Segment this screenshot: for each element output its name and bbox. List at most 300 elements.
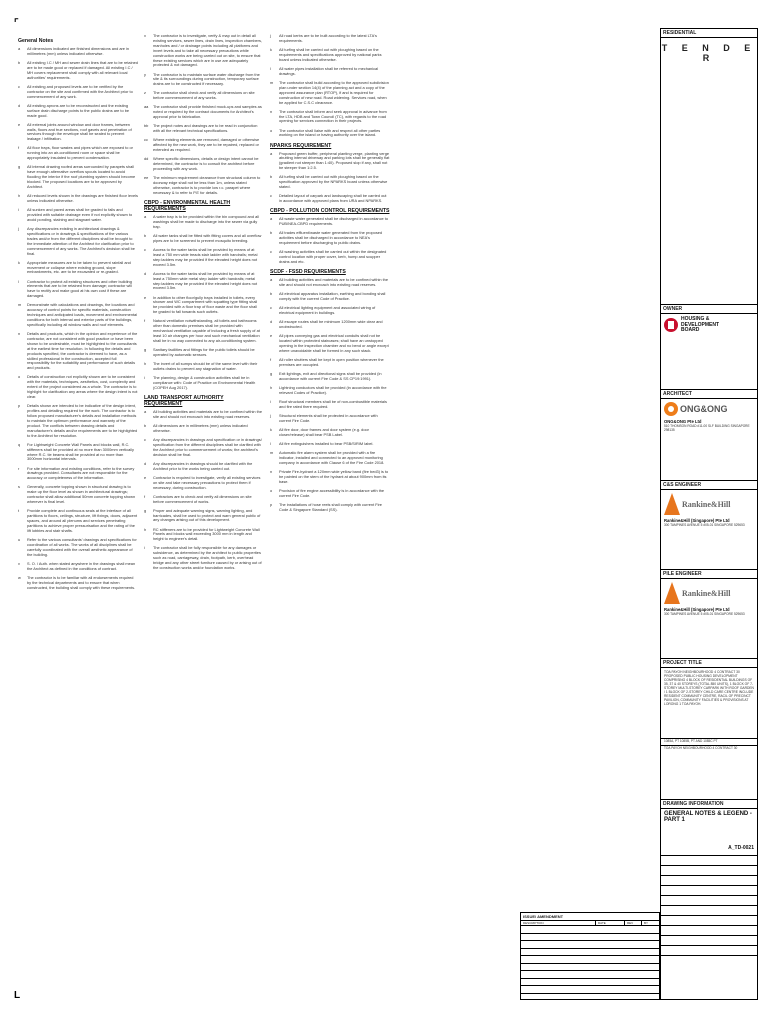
note-letter: h	[18, 193, 21, 199]
general-notes-continued	[144, 34, 262, 196]
note-item	[270, 414, 390, 424]
note-text: RC stiffeners are to be provided for Lightweight Concrete Wall Panels and blocks wall exceeding 3000 mm in length and height to engineer's detail.	[153, 526, 260, 542]
general-notes-list	[18, 47, 138, 591]
drawing-info-box	[661, 800, 757, 998]
note-text: Any discrepancies existing in architectural drawings & specifications or in drawings & specifications of the various trades and/or from the different disciplines shall be brought to the immediate attention of the Architect for clarification prior to commencement of any works. The Architect's decision shall be final.	[27, 225, 135, 256]
note-text: Provide complete and continuous seals at the interface of all partitions to floors, ceilings, structure, lift fixings, doors, adjacent spaces, and around all plenums and services penetrating partitions to achieve proper pressurisation and the rating of the lift lobbies and stair shafts.	[27, 508, 138, 533]
note-letter: b	[144, 422, 147, 428]
note-text: Contractor to protect all existing structures and other building elements that are to be retained from damage; contractor will have to rectify and make good at his own cost if these are damaged.	[27, 278, 132, 299]
note-item	[144, 462, 262, 472]
note-text: All trades effluent/waste water generated from the proposed activities shall be discharged in accordance to NEA's requirement before discharging to public drains.	[279, 230, 383, 246]
note-item	[18, 194, 138, 204]
note-letter: aa	[144, 104, 149, 110]
note-item	[270, 503, 390, 513]
note-text: The contractor shall inform and seek approval in advance from the LTA, HDB and Town Council (TC), with regards to the road opening for services connection in their projects.	[279, 108, 387, 124]
note-text: The contractor is to maintain surface water discharge from the site & its surroundings during construction, temporary surface drains are to be constructed if necessary.	[153, 71, 260, 87]
note-text: The project notes and drawings are to be read in conjunction with all the relevant technical specifications.	[153, 123, 258, 134]
lta-list	[144, 410, 262, 571]
note-text: Contractors are to check and verify all dimensions on site before commencement of works.	[153, 493, 252, 504]
rankine-logo	[661, 579, 757, 607]
note-item	[144, 157, 262, 172]
rankine-logo-text: Rankine&Hill	[682, 499, 731, 509]
info-row	[661, 856, 757, 866]
issue-col-description: DESCRIPTION	[521, 921, 596, 925]
note-text: Appropriate measures are to be taken to prevent rainfall and movement or collapse where existing ground, slope embankments, etc. are to be excavated or re-graded.	[27, 259, 131, 275]
drawing-info-grid	[661, 855, 757, 956]
note-letter: k	[18, 259, 20, 265]
note-text: Details shown are intended to be indicative of the design intent, profiles and detailing required for the work. The contractor is to follow proposed manufacturer's details and installation methods to maintain the optimum performance and warranty of the product. The conflicts between drawing details and manufacturer's details and/or requirements are to be highlighted to the Architect for resolution.	[27, 403, 138, 438]
info-row	[661, 936, 757, 946]
note-item	[144, 105, 262, 120]
note-item	[270, 451, 390, 466]
project-description: TOA PAYOH NEIGHBOURHOOD 4 CONTRACT 30 PROPOSED PUBLIC HOUSING DEVELOPMENT COMPRISING 4 BLOCK OF RESIDENTIAL BUILDINGS OF 35, 37 & 40 STOREYS (TOTAL 850 UNITS), 1 BLOCK OF 7-STOREY MULTI-STOREY CARPARK WITH ROOF GARDEN / 1 BLOCK OF 2-STOREY CHILD CARE CENTRE INCLUDE RESIDENT COMMUNITY CENTRE, RACIL OF PRECINCT PAVILION, COMMUNITY FACILITIES & PROVISIONS AT LORONG 1 TOA PAYOH.	[664, 670, 754, 706]
note-letter: v	[18, 560, 20, 566]
note-letter: a	[144, 213, 147, 219]
note-letter: d	[144, 460, 147, 466]
note-letter: m	[18, 302, 22, 308]
note-text: In addition to other floor/gully traps installed in toilets, every shower and WC compartment with squatting type fitting shall be provided with a floor trap of floor waste and the floor shall be graded to fall towards such outlets.	[153, 294, 258, 315]
note-text: The contractor shall be fully responsible for any damages or subsidence, as determined by the architect to public properties such as road, carriageway, drain, footpath, kerb, overhead bridge and any other street furniture caused by or arising out of the construction works and/or foundation works.	[153, 545, 262, 571]
note-item	[144, 234, 262, 244]
note-letter: g	[144, 347, 147, 353]
note-letter: d	[18, 102, 21, 108]
note-letter: f	[270, 356, 272, 362]
note-item	[270, 81, 390, 106]
note-item	[270, 400, 390, 410]
info-row	[661, 866, 757, 876]
note-text: For site information and existing conditions, refer to the survey drawings provided. Consultants are not responsible for the accuracy or completeness of the information.	[27, 465, 135, 481]
scdf-list	[270, 278, 390, 513]
env-health-list	[144, 215, 262, 391]
note-text: Roof structural members shall be of non-combustible materials and fire rated there required.	[279, 398, 387, 409]
note-letter: q	[18, 441, 21, 447]
note-item	[144, 362, 262, 372]
note-item	[270, 250, 390, 265]
note-text: All fire extinguishers installed to bear PSB/SIRIM label.	[279, 440, 374, 446]
note-letter: a	[18, 46, 21, 51]
residential-box	[661, 29, 757, 305]
note-item	[144, 319, 262, 344]
note-text: Natural ventilation notwithstanding, all toilets and bathrooms other than domestic premises shall be provided with mechanical ventilation capable of inducing a fresh supply of at least 10 air changes per hour and such mechanical ventilation shall be in no way connected to any air-conditioning system.	[153, 318, 260, 343]
note-text: All building activities and materials are to be confined within the site and should not encroach into existing road reserves.	[153, 408, 262, 419]
lta-title: LAND TRANSPORT AUTHORITY REQUIREMENT	[144, 394, 224, 407]
note-item	[270, 470, 390, 485]
note-letter: c	[270, 305, 272, 311]
info-row	[661, 886, 757, 896]
note-text: Private Fire-hydrant a 120mm wide yellow band (fire bed3) is to be painted on the stem of the hydrant at about 900mm from its base.	[279, 468, 389, 484]
info-row	[661, 906, 757, 916]
note-text: Details and products, which in the opinion and experience of the contractor, are not consistent with good practice or have been shown to be undesirable, must be highlighted to the consultants at the earliest time for resolution. In following the details and products specified, the contractor is deemed to have, as a skilled professional in the construction, accepted full responsibility for the suitability and performance of such details and products.	[27, 331, 138, 371]
note-item	[270, 194, 390, 204]
issue-row	[521, 949, 659, 957]
info-row	[661, 926, 757, 936]
info-row	[661, 876, 757, 886]
block-numbers: 1085A, PT 1085B, PT AND 1085C PT	[661, 738, 757, 745]
note-item	[270, 372, 390, 382]
note-item	[18, 261, 138, 276]
note-letter: b	[270, 174, 273, 180]
note-text: All existing aprons are to be reconstructed and the existing surface drain discharge points to the public drains are to be made good.	[27, 102, 130, 118]
owner-label: OWNER	[661, 305, 757, 314]
note-item	[144, 528, 262, 543]
note-item	[18, 375, 138, 400]
note-text: The minimum requirement clearance from structural column to doorway edge shall not be less than 1m, unless stated otherwise, contractor is to provide low r.c. parapet where necessary & to refer to P.E for details.	[153, 175, 261, 195]
tender-stamp: T E N D E R	[661, 43, 757, 63]
note-text: Automatic fire alarm system shall be provided with a fire indicator, installed and connected to an approved monitoring company in accordance with Clause 6 of the Fire Code 2018.	[279, 449, 385, 465]
nparks-list	[270, 152, 390, 205]
env-health-title: CBPD - ENVIRONMENTAL HEALTH REQUIREMENTS	[144, 199, 231, 212]
note-item	[18, 280, 138, 300]
drawing-number: A_TD-0021	[728, 845, 754, 851]
note-item	[270, 334, 390, 354]
note-letter: m	[270, 449, 274, 455]
note-text: All waste water generated shall be discharged in accordance to PUB/NEA-CBPD requirements.	[279, 216, 389, 227]
owner-box	[661, 305, 757, 390]
note-item	[270, 34, 390, 44]
note-letter: g	[144, 507, 147, 513]
note-text: Where existing elements are removed, damaged or otherwise affected by the new work, they are to be repaired, replaced or extended as required.	[153, 137, 260, 153]
rankine-mark-icon	[664, 582, 680, 604]
note-item	[144, 215, 262, 230]
note-letter: j	[270, 33, 271, 38]
note-item	[18, 47, 138, 57]
note-text: All dimensions are in millimetres (mm) unless indicated otherwise.	[153, 422, 248, 433]
note-text: Lightning conductors shall be provided (in accordance with the relevant Codes of Practice).	[279, 384, 387, 395]
note-item	[270, 306, 390, 316]
note-text: All dimensions indicated are finished dimensions and are in millimetres (mm) unless indicated otherwise.	[27, 46, 130, 56]
issue-title: ISSUE/ AMENDMENT	[521, 913, 659, 921]
project-title-box	[661, 659, 757, 800]
note-item	[18, 104, 138, 119]
note-letter: i	[270, 398, 271, 404]
note-letter: r	[18, 465, 20, 471]
hdb-line-2: DEVELOPMENT	[681, 321, 720, 328]
note-letter: dd	[144, 156, 149, 162]
note-text: All turfing shall be carried out with ploughing based on the specification approved by the NPARKS board unless otherwise stated.	[279, 174, 388, 190]
note-letter: d	[270, 319, 273, 325]
note-item	[270, 489, 390, 499]
note-item	[270, 175, 390, 190]
note-letter: f	[18, 145, 20, 151]
note-item	[144, 495, 262, 505]
note-text: Proposed green buffer, peripheral planting verge, planting verge abutting internal driveway and parking lots shall be generally flat (gradient not steeper than 1:40). Proposed slop if any, shall not be steeper than 1:2.5.	[279, 150, 390, 171]
note-item	[18, 303, 138, 328]
note-letter: x	[144, 33, 146, 38]
note-letter: t	[18, 508, 20, 514]
architect-label: ARCHITECT	[661, 390, 757, 399]
note-text: Demonstrate with calculations and drawings, the locations and accuracy of control points for specific materials, construction techniques and anticipated loads, movement and environmental conditions for both internal and exterior parts of the buildings, specifically including all window walls and roof elements.	[27, 302, 138, 327]
note-letter: b	[270, 230, 273, 236]
note-letter: j	[18, 225, 19, 231]
note-letter: c	[18, 83, 20, 89]
note-text: All pipes conveying gas and electrical conduits shall not be located within protected staircases; shall have an unstopped opening in the inspection chamber and no bend or angle except where unavoidable shall be formed in any such stack.	[279, 333, 389, 353]
note-letter: d	[144, 270, 147, 276]
note-item	[144, 176, 262, 196]
note-letter: l	[270, 440, 271, 446]
note-letter: b	[270, 291, 273, 297]
note-item	[270, 48, 390, 63]
note-letter: z	[144, 90, 146, 96]
note-item	[144, 248, 262, 268]
rankine-logo-text: Rankine&Hill	[682, 588, 731, 598]
note-text: All water pipes installation shall be referred to mechanical drawings.	[279, 65, 379, 76]
note-text: Access to the water tanks shall be provided by means of at least a 750 mm wide treads stair ladder with handrails; metal step ladders may be provided if the elevated height does not exceed 3.5m.	[153, 246, 258, 267]
ongong-logo-text: ONG&ONG	[680, 404, 728, 414]
notes-column-3	[270, 34, 390, 517]
cs-engineer-label: C&S ENGINEER	[661, 481, 757, 490]
note-item	[144, 124, 262, 134]
note-item	[144, 424, 262, 434]
pollution-title: CBPD - POLLUTION CONTROL REQUIREMENTS	[270, 208, 390, 215]
note-letter: b	[144, 232, 147, 238]
note-text: All road kerbs are to be built according to the latest LTA's requirements.	[279, 33, 377, 43]
issue-amendment-table	[520, 912, 660, 1000]
drawing-title: GENERAL NOTES & LEGEND - PART 1	[664, 811, 752, 823]
note-letter: p	[270, 501, 273, 507]
note-text: All fire door, door frames and door system (e.g. door closer/release) shall bear PSB Label.	[279, 426, 369, 437]
note-letter: c	[144, 436, 146, 442]
note-letter: n	[270, 468, 273, 474]
note-text: All floor traps, floor wastes and pipes which are exposed to or running into an air-conditioned room or space shall be appropriately insulated to prevent condensation.	[27, 145, 133, 161]
issue-row	[521, 964, 659, 972]
issue-col-rev: REV	[625, 921, 642, 925]
note-item	[18, 562, 138, 572]
note-letter: e	[18, 121, 21, 127]
note-item	[18, 485, 138, 505]
hdb-house-icon	[664, 318, 678, 332]
note-item	[144, 91, 262, 101]
note-text: The contractor shall provide finished mock-ups and samples as noted or required by the contract documents for Architect's approval prior to fabrication.	[153, 104, 262, 120]
note-text: Details of construction not explicitly shown are to be consistent with the materials, techniques, aesthetics, cost, complexity and extent of the project considered as a whole. The contractor is to highlight for clarification any areas where the design intent is not clear.	[27, 374, 138, 400]
note-letter: o	[18, 374, 21, 380]
drawing-info-label: DRAWING INFORMATION	[661, 800, 757, 809]
note-item	[270, 442, 390, 447]
note-text: Access to the water tanks shall be provided by means of at least a 750mm wide metal step ladder with handrails; metal step ladders may be provided if the elevated height does not exceed 3.5m.	[153, 270, 258, 291]
note-text: All internal drawing roofed areas surrounded by parapets shall have enough alternative overflow spouts located to avoid flooding the interior if the roof plumbing system should become blocked. The proposed locations are to be approved by Architect.	[27, 164, 136, 189]
note-text: All reduced levels shown in the drawings are finished floor levels unless indicated otherwise.	[27, 193, 138, 203]
note-text: The contractor shall build according to the approved subdivision plan under section 14(4) of the planning act and a copy of the approved assurance plan (RTOP), if and is required for construction of new road. Road widening. Services road, when be applied for C.S.C clearance.	[279, 79, 389, 105]
note-text: Refer to the various consultants' drawings and specifications for coordination of all works. The works of all disciplines shall be carefully coordinated with the overall aesthetic appearance of the building.	[27, 536, 137, 557]
architect-box	[661, 390, 757, 481]
note-item	[18, 61, 138, 81]
issue-row	[521, 941, 659, 949]
note-letter: f	[144, 318, 146, 324]
ongong-logo	[661, 399, 757, 419]
note-letter: k	[270, 426, 272, 432]
note-letter: p	[18, 403, 21, 409]
note-item	[270, 67, 390, 77]
note-item	[270, 217, 390, 227]
note-item	[18, 443, 138, 463]
note-item	[270, 428, 390, 438]
note-letter: cc	[144, 137, 148, 143]
note-letter: g	[18, 164, 21, 170]
note-text: Any discrepancies in drawings and specification or in drawings/ specification from the different disciplines shall be clarified with the Architect prior to commencement of works; the architect's decision shall be final.	[153, 436, 262, 457]
note-letter: a	[144, 408, 147, 414]
note-letter: h	[144, 361, 147, 367]
note-letter: bb	[144, 123, 149, 129]
rankine-mark-icon	[664, 493, 680, 515]
issue-row	[521, 986, 659, 994]
lta-continued	[270, 34, 390, 138]
note-letter: h	[270, 384, 273, 390]
note-item	[270, 358, 390, 368]
note-text: The contractor shall check and verify all dimensions on site before commencement of any works.	[153, 90, 255, 101]
note-letter: j	[270, 412, 271, 418]
project-title-label: PROJECT TITLE	[661, 659, 757, 668]
hdb-line-1: HOUSING &	[681, 316, 710, 322]
info-row	[661, 916, 757, 926]
note-item	[270, 278, 390, 288]
note-letter: h	[144, 526, 147, 532]
note-text: The invert of all sumps should be of the same level with their outlets drains to prevent any stagnation of water.	[153, 361, 258, 371]
note-item	[270, 386, 390, 396]
note-item	[18, 509, 138, 534]
note-item	[144, 438, 262, 458]
residential-label: RESIDENTIAL	[661, 29, 757, 38]
issue-row	[521, 934, 659, 942]
info-row	[661, 896, 757, 906]
nparks-title: NPARKS REQUIREMENT	[270, 142, 332, 149]
note-letter: a	[270, 216, 273, 222]
issue-row	[521, 971, 659, 979]
ongong-mark-icon	[664, 402, 678, 416]
note-letter: k	[270, 47, 272, 52]
note-text: All electrical lighting equipment and associated wiring of electrical equipment in buildings.	[279, 305, 376, 315]
pile-engineer-address: 300 TAMPINES AVENUE 5 #05-01 SINGAPORE 529653	[664, 612, 745, 616]
note-letter: i	[18, 207, 19, 213]
note-item	[144, 296, 262, 316]
scdf-title: SCDF - FSSD REQUIREMENTS	[270, 269, 346, 276]
note-text: The installations of hose reels shall comply with current Fire Code & Singapore Standard (SS).	[279, 501, 382, 512]
note-text: Exit lightings, exit and directional signs shall be provided (in accordance with current Fire Code & SS CP19:1991).	[279, 370, 382, 381]
rankine-logo	[661, 490, 757, 518]
note-letter: e	[144, 294, 147, 300]
note-letter: f	[144, 493, 146, 499]
note-text: Where specific dimensions, details or design intent cannot be determined, the contractor is to consult the architect before proceeding with any work.	[153, 156, 259, 172]
note-letter: u	[18, 536, 21, 542]
note-letter: e	[144, 474, 147, 480]
note-item	[144, 476, 262, 491]
note-letter: c	[144, 246, 146, 252]
architect-address: 510 THOMSON ROAD #11-00 SLF BUILDING SINGAPORE 298135	[664, 424, 750, 432]
note-letter: l	[270, 65, 271, 71]
cs-engineer-address: 300 TAMPINES AVENUE 5 #05-01 SINGAPORE 529653	[664, 523, 745, 527]
hdb-logo-text	[681, 317, 719, 334]
note-item	[18, 332, 138, 371]
note-item	[144, 348, 262, 358]
note-letter: i	[144, 545, 145, 551]
note-text: Any discrepancies in drawings should be clarified with the Architect prior to the works being carried out.	[153, 460, 253, 471]
note-text: The planning, design & construction activities shall be in compliance with: Code of Practice on Environmental Health (COPEH Aug 2017).	[153, 375, 256, 390]
info-row	[661, 946, 757, 956]
note-letter: c	[270, 249, 272, 255]
note-letter: o	[270, 127, 273, 133]
note-item	[270, 110, 390, 125]
note-text: All external joints around window and door frames, between walls, floors and true sections, roof gaveis and penetration of services through the envelope shall be sealed to prevent leakage / infiltration.	[27, 121, 132, 142]
note-item	[18, 85, 138, 100]
note-letter: b	[18, 60, 21, 65]
note-letter: l	[18, 278, 19, 284]
note-item	[144, 509, 262, 524]
note-text: The contractor shall liaise with and respect all other parties working on the island or having authority over the island.	[279, 127, 381, 138]
note-text: The contractor is to investigate, verify & map out in detail all existing services, sewer lines, drain lines, inspection chambers, manholes and / or drainage points including all platforms and invert levels and to take all necessary precautions while construction works are being carried out on site, to ensure that these existing services which are in use are adequately protected & not damaged.	[153, 33, 262, 68]
note-letter: ee	[144, 175, 149, 181]
drawing-sheet	[8, 18, 760, 1010]
note-item	[270, 231, 390, 246]
note-item	[270, 129, 390, 139]
issue-col-by: BY	[644, 921, 649, 925]
title-block	[660, 28, 758, 1000]
note-text: Contractor is required to investigate, verify all existing services on site and take necessary precautions to protect them if necessary, during construction.	[153, 474, 261, 490]
note-item	[144, 546, 262, 571]
note-item	[18, 227, 138, 256]
note-text: Detailed layout of carpark and landscaping shall be carried out in accordance with approved plans from URA and NPARKS.	[279, 193, 387, 204]
note-text: For Lightweight Concrete Wall Panels and blocks wall, R.C. stiffeners shall be provided at no more than 3000mm vertically where R.C. tie beams shall be provided at no more than 3000mm horizontal intervals.	[27, 441, 134, 462]
note-text: All sunken and paved areas shall be graded to falls and provided with suitable drainage even if not explicitly shown to avoid ponding, staining and stagnant water.	[27, 207, 133, 222]
contract-line: TOA PAYOH NEIGHBOURHOOD 4 CONTRACT 30	[661, 745, 757, 752]
pile-engineer-label: PILE ENGINEER	[661, 570, 757, 579]
note-text: Proper and adequate warning signs, warning lighting, and barricades, shall be used to protect and warn general public of any changes arising out of this development.	[153, 507, 261, 523]
note-item	[144, 410, 262, 420]
note-letter: i	[144, 375, 145, 381]
note-text: Generally, concrete topping shown in structural drawing is to make up the floor level as shown in architectural drawings; contractor shall allow additional 50mm concrete topping shown wherever is final level.	[27, 484, 136, 505]
corner-mark-bottom: L	[14, 990, 21, 1001]
hdb-logo	[661, 314, 757, 337]
note-item	[18, 404, 138, 438]
note-item	[270, 292, 390, 302]
note-item	[270, 320, 390, 330]
note-letter: n	[18, 331, 21, 337]
note-letter: a	[270, 277, 273, 283]
note-item	[18, 146, 138, 161]
note-item	[270, 152, 390, 172]
note-item	[144, 272, 262, 292]
note-item	[18, 208, 138, 223]
note-text: All existing and proposed levels are to be verified by the contractor on the site and confirmed with the Architect prior to commencement of any work.	[27, 83, 133, 99]
note-text: All escape routes shall be minimum 1200mm wide clear and unobstructed.	[279, 319, 383, 329]
pile-engineer-company: Rankine&Hill (Singapore) Pte Ltd	[664, 607, 730, 612]
note-text: All building activities and materials are to be confined within the site and should not encroach into existing road reserves.	[279, 277, 388, 287]
cs-engineer-company: Rankine&Hill (Singapore) Pte Ltd	[664, 518, 730, 523]
issue-row	[521, 979, 659, 987]
notes-column-1	[18, 34, 138, 595]
note-text: All turfing shall be carried out with ploughing based on the requirements and specifications approved by national parks board unless indicated otherwise.	[279, 47, 382, 62]
note-letter: g	[270, 370, 273, 376]
note-letter: o	[270, 487, 273, 493]
pile-engineer-box	[661, 570, 757, 659]
note-text: All existing I.C / MH and sewer drain lines that are to be retained are to be made good or replaced if damaged. All existing I.C / MH covers replacement shall comply with all relevant local authorities' requirements.	[27, 60, 138, 80]
note-item	[18, 576, 138, 591]
note-letter: a	[270, 150, 273, 156]
note-letter: e	[270, 333, 273, 339]
note-text: The contractor is to be familiar with all endorsements required by the technical departments and to ensure that when constructed, the building shall comply with these requirements.	[27, 574, 136, 590]
note-text: Structural elements shall be protected in accordance with current Fire Code.	[279, 412, 378, 423]
cs-engineer-box	[661, 481, 757, 570]
issue-row	[521, 926, 659, 934]
note-text: All roller shutters shall be kept in open position whenever the premises are occupied.	[279, 356, 384, 367]
note-item	[144, 138, 262, 153]
note-letter: c	[270, 193, 272, 199]
note-letter: s	[18, 484, 20, 490]
note-item	[18, 538, 138, 558]
note-text: All washing activities shall be carried out within the designated control location with proper cover, kerb, hump and scupper drains and etc.	[279, 249, 387, 264]
corner-mark-top: ⌜	[14, 18, 19, 29]
notes-column-2	[144, 34, 262, 575]
note-letter: m	[270, 79, 274, 85]
note-text: Provision of fire engine accessibility is in accordance with the current Fire Code.	[279, 487, 385, 498]
general-notes-title: General Notes	[18, 38, 54, 44]
